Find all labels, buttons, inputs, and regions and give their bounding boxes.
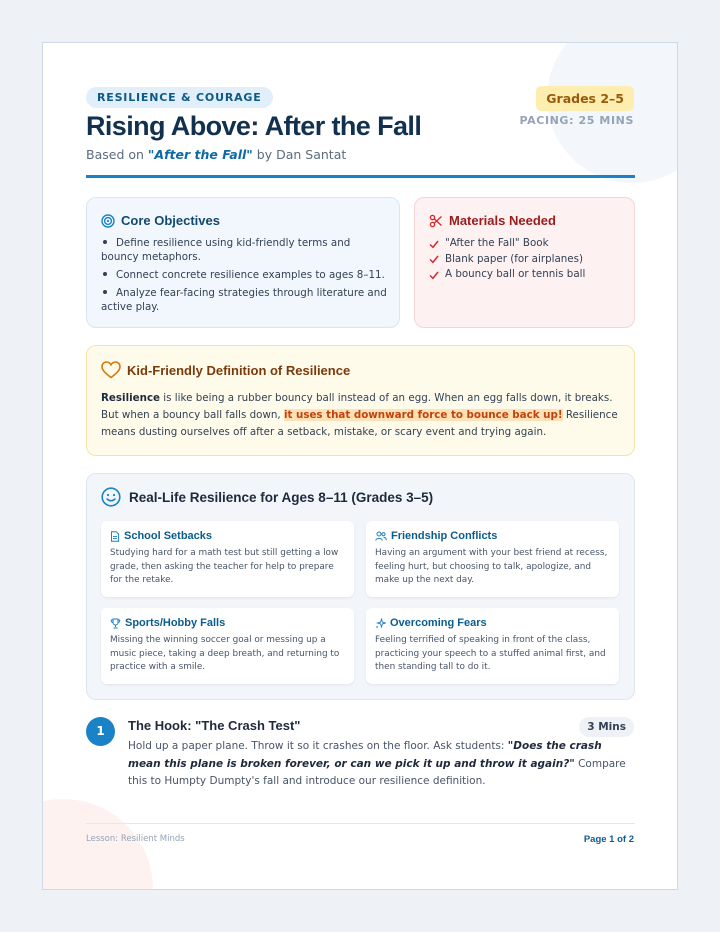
theme-badge: RESILIENCE & COURAGE	[86, 87, 273, 108]
list-item: Analyze fear-facing strategies through literature and active play.	[101, 287, 387, 313]
duration-badge: 3 Mins	[579, 717, 634, 737]
heart-icon	[101, 361, 121, 379]
target-icon	[101, 214, 115, 228]
example-tile	[101, 521, 354, 597]
check-icon	[429, 254, 439, 264]
materials-list	[429, 236, 585, 283]
example-body: Studying hard for a math test but still getting a low grade, then asking the teacher for help to prepare for the retake.	[110, 548, 339, 585]
check-icon	[429, 270, 439, 280]
example-tile	[366, 521, 619, 597]
materials-title: Materials Needed	[449, 213, 556, 228]
step-number: 1	[86, 717, 115, 746]
materials-card	[414, 197, 635, 328]
list-item: Connect concrete resilience examples to ages 8–11.	[101, 268, 391, 282]
example-title: Sports/Hobby Falls	[125, 617, 226, 629]
example-title: School Setbacks	[124, 530, 213, 542]
step-question: "Does the crash mean this plane is broken forever, or can we pick it up and throw it again?"	[128, 740, 602, 770]
definition-highlight: it uses that downward force to bounce back up!	[283, 409, 563, 421]
scissors-icon	[429, 214, 443, 228]
lesson-page	[42, 42, 678, 890]
list-item: "After the Fall" Book	[429, 236, 585, 252]
example-tile	[366, 608, 619, 684]
smiley-icon	[101, 487, 121, 507]
decorative-circle	[42, 799, 153, 890]
document-icon	[110, 531, 120, 542]
page-number: Page 1 of 2	[583, 834, 634, 845]
list-item: A bouncy ball or tennis ball	[429, 267, 585, 283]
page-subtitle	[86, 147, 346, 162]
sparkle-icon	[375, 618, 386, 629]
step-description: Hold up a paper plane. Throw it so it crashes on the floor. Ask students: "Does the crash mean this plane is broken forever, or can we pick it up and throw it again?" Compare this to Humpty Dumpty's fall and introduce our resilience definition.	[128, 740, 626, 787]
example-tile	[101, 608, 354, 684]
list-item: Define resilience using kid-friendly terms and bouncy metaphors.	[101, 237, 351, 263]
examples-title: Real-Life Resilience for Ages 8–11 (Grades 3–5)	[129, 489, 434, 505]
page-title: Rising Above: After the Fall	[86, 111, 422, 141]
objectives-card	[86, 197, 400, 328]
examples-card	[86, 473, 635, 700]
subtitle-prefix: Based on	[86, 147, 148, 162]
step-title: The Hook: "The Crash Test"	[128, 718, 301, 733]
list-item: Blank paper (for airplanes)	[429, 252, 585, 268]
example-title: Overcoming Fears	[390, 617, 487, 629]
subtitle-author: by Dan Santat	[252, 147, 347, 162]
objectives-list	[101, 236, 391, 318]
check-icon	[429, 239, 439, 249]
header-divider	[86, 175, 635, 178]
people-icon	[375, 531, 387, 541]
grade-badge: Grades 2–5	[536, 86, 634, 111]
example-body: Feeling terrified of speaking in front of the class, practicing your speech to a stuffed animal first, and then standing tall to do it.	[375, 635, 606, 672]
definition-term: Resilience	[101, 392, 161, 404]
footer-lesson-name: Lesson: Resilient Minds	[86, 834, 185, 844]
trophy-icon	[110, 618, 121, 629]
definition-card	[86, 345, 635, 456]
example-body: Having an argument with your best friend at recess, feeling hurt, but choosing to talk, apologize, and make up the next day.	[375, 548, 608, 585]
pacing-label: PACING: 25 MINS	[519, 114, 634, 127]
footer-divider	[86, 823, 635, 824]
objectives-title: Core Objectives	[121, 213, 220, 228]
example-title: Friendship Conflicts	[391, 530, 498, 542]
definition-title: Kid-Friendly Definition of Resilience	[127, 362, 351, 378]
decorative-circle	[547, 42, 678, 183]
example-body: Missing the winning soccer goal or messing up a music piece, taking a deep breath, and returning to practice with a smile.	[110, 635, 340, 672]
book-title: "After the Fall"	[147, 147, 253, 162]
definition-text: Resilience is like being a rubber bouncy ball instead of an egg. When an egg falls down, it breaks. But when a bouncy ball falls down, it uses that downward force to bounce back up! Resilience means dusting ourselves off after a setback, mistake, or scary event and trying again.	[101, 392, 618, 438]
